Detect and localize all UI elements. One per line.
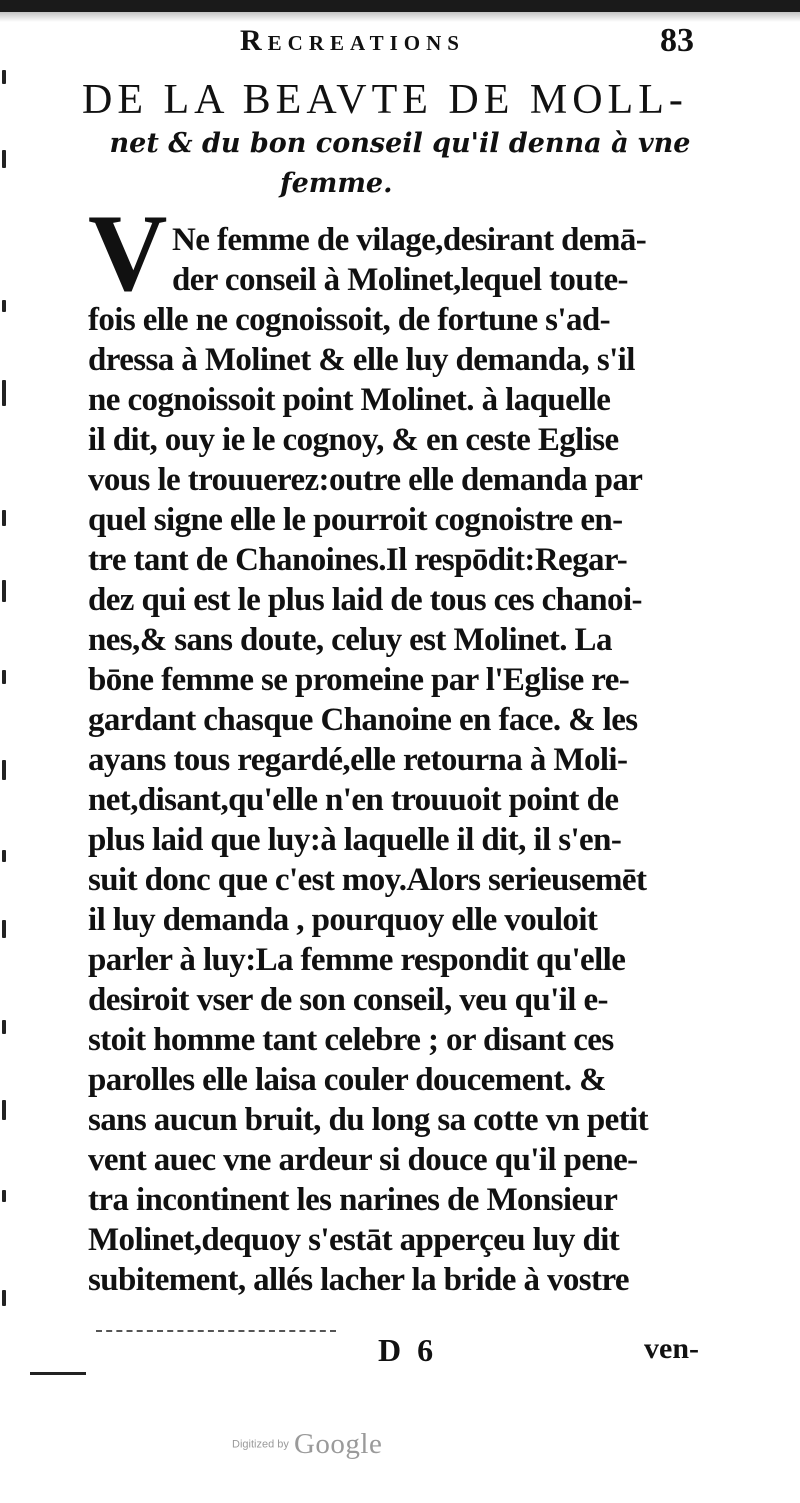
drop-cap: V (88, 192, 168, 314)
text-line: subitement, allés lacher la bride à vostre (88, 1262, 629, 1298)
text-line: sans aucun bruit, du long sa cotte vn petit (88, 1102, 649, 1138)
margin-dash (30, 1372, 86, 1375)
text-line: nes,& sans doute, celuy est Molinet. La (88, 622, 612, 658)
text-line: ne cognoissoit point Molinet. à laquelle (88, 382, 611, 418)
text-line: ayans tous regardé,elle retourna à Moli- (88, 742, 628, 778)
signature-mark: D 6 (378, 1332, 438, 1368)
text-line: parler à luy:La femme respondit qu'elle (88, 942, 626, 978)
text-line: stoit homme tant celebre ; or disant ces (88, 1022, 614, 1058)
text-line: der conseil à Molinet,lequel toute- (172, 262, 628, 298)
text-line: tre tant de Chanoines.Il respōdit:Regar- (88, 542, 628, 578)
text-line: dressa à Molinet & elle luy demanda, s'il (88, 342, 635, 378)
scan-edge-shadow (0, 12, 800, 22)
text-line: tra incontinent les narines de Monsieur (88, 1182, 618, 1218)
text-line: fois elle ne cognoissoit, de fortune s'ad- (88, 302, 611, 338)
text-line: vent auec vne ardeur si douce qu'il pene- (88, 1142, 638, 1178)
catchword: ven- (644, 1332, 699, 1365)
text-line: vous le trouuerez:outre elle demanda par (88, 462, 643, 498)
digitized-watermark (232, 1428, 382, 1461)
text-line: Ne femme de vilage,desirant demā- (172, 222, 647, 258)
scan-edge-top (0, 0, 800, 12)
text-line: quel signe elle le pourroit cognoistre en- (88, 502, 623, 538)
binding-margin-marks (0, 60, 14, 1360)
text-line: gardant chasque Chanoine en face. & les (88, 702, 638, 738)
chapter-title: DE LA BEAVTE DE MOLL- (82, 77, 688, 123)
text-line: desiroit vser de son conseil, veu qu'il e- (88, 982, 608, 1018)
chapter-subtitle-line: net & du bon conseil qu'il denna à vne (109, 128, 691, 159)
text-line: parolles elle laisa couler doucement. & (88, 1062, 606, 1098)
text-line: dez qui est le plus laid de tous ces chanoi- (88, 582, 642, 618)
text-line: net,disant,qu'elle n'en trouuoit point de (88, 782, 619, 818)
footer-rule (96, 1330, 336, 1334)
text-line: il luy demanda , pourquoy elle vouloit (88, 902, 598, 938)
text-line: bōne femme se promeine par l'Eglise re- (88, 662, 630, 698)
watermark-prefix: Digitized by (232, 1438, 289, 1451)
chapter-subtitle-line: femme. (280, 168, 393, 199)
running-head: Recreations (240, 24, 465, 57)
page-number: 83 (660, 22, 694, 59)
text-line: plus laid que luy:à laquelle il dit, il s'en- (88, 822, 622, 858)
text-line: Molinet,dequoy s'estāt apperçeu luy dit (88, 1222, 620, 1258)
google-logo: Google (293, 1428, 383, 1460)
text-line: suit donc que c'est moy.Alors serieusemēt (88, 862, 647, 898)
text-line: il dit, ouy ie le cognoy, & en ceste Eglise (88, 422, 619, 458)
